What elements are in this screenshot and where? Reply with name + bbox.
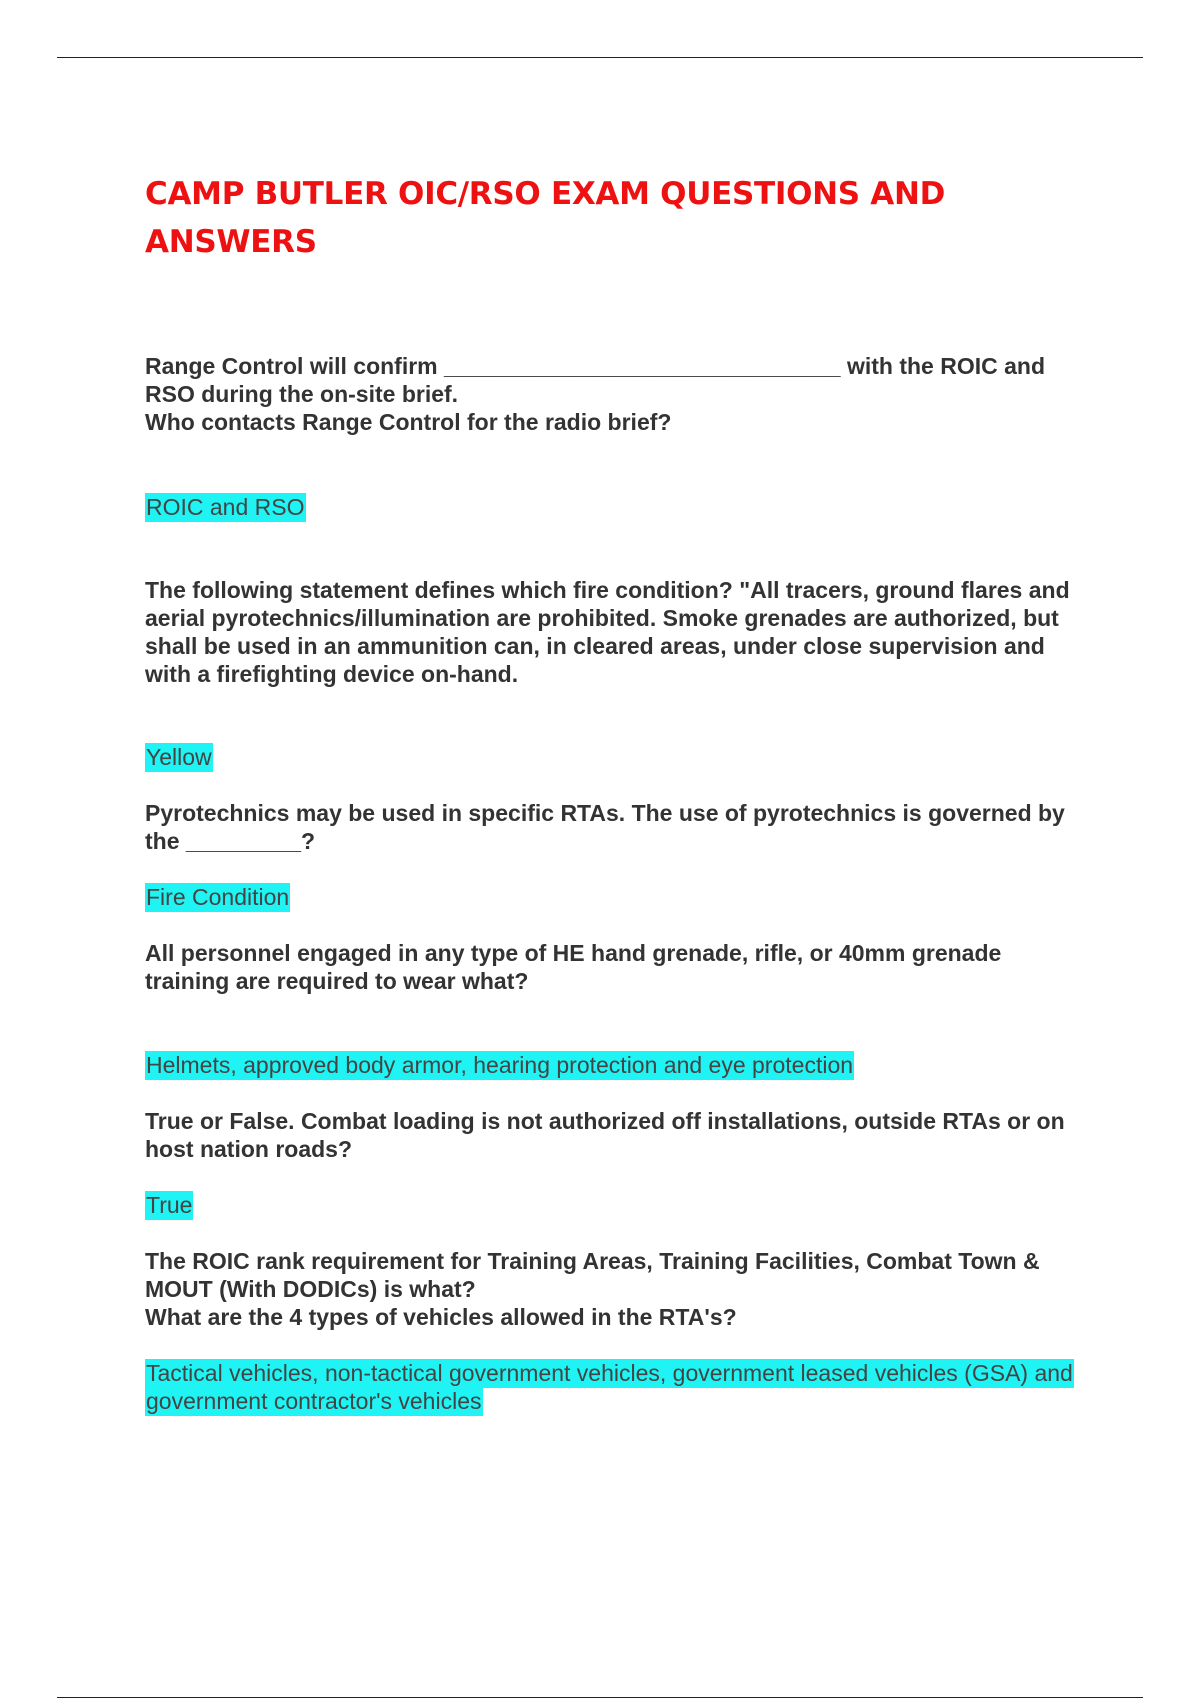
top-rule: [57, 57, 1143, 58]
question-5: True or False. Combat loading is not authorized off installations, outside RTAs or on host nation roads?: [145, 1108, 1065, 1162]
question-4: All personnel engaged in any type of HE hand grenade, rifle, or 40mm grenade training are required to wear what?: [145, 940, 1002, 994]
question-1-line-1: Range Control will confirm _______________________________ with the ROIC and RSO during the on-site brief.: [145, 353, 1045, 407]
qa-item-6: [145, 1247, 1090, 1415]
qa-item-4: [145, 939, 1090, 1079]
question-6-line-1: The ROIC rank requirement for Training Areas, Training Facilities, Combat Town & MOUT (With DODICs) is what?: [145, 1248, 1040, 1302]
answer-3-highlight: Fire Condition: [146, 884, 290, 910]
answer-5: [145, 1191, 1090, 1219]
answer-5-highlight: True: [146, 1192, 193, 1218]
answer-1-highlight: ROIC and RSO: [146, 494, 305, 520]
bottom-rule: [57, 1697, 1143, 1698]
question-6: [145, 1247, 1090, 1331]
answer-3: [145, 883, 1090, 911]
answer-4-highlight: Helmets, approved body armor, hearing protection and eye protection: [146, 1052, 854, 1078]
document-title: CAMP BUTLER OIC/RSO EXAM QUESTIONS AND ANSWERS: [145, 176, 946, 260]
question-3: Pyrotechnics may be used in specific RTAs. The use of pyrotechnics is governed by the _________?: [145, 800, 1065, 854]
answer-6: [145, 1359, 1090, 1415]
answer-2: [145, 743, 1090, 771]
answer-6-highlight: Tactical vehicles, non-tactical government vehicles, government leased vehicles (GSA) and government contractor's vehicles: [146, 1360, 1073, 1414]
question-1-line-2: Who contacts Range Control for the radio brief?: [145, 409, 672, 435]
document-body: [145, 170, 1090, 1415]
answer-1: [145, 493, 1090, 521]
question-1: [145, 352, 1090, 436]
qa-item-2: [145, 576, 1090, 771]
answer-2-highlight: Yellow: [146, 744, 212, 770]
question-2: The following statement defines which fire condition? "All tracers, ground flares and aerial pyrotechnics/illumination are prohibited. Smoke grenades are authorized, but shall be used in an ammunition can, in cleared areas, under close supervision and with a firefighting device on-hand.: [145, 577, 1070, 687]
qa-item-3: [145, 799, 1090, 911]
qa-item-5: [145, 1107, 1090, 1219]
answer-4: [145, 1051, 1090, 1079]
question-6-line-2: What are the 4 types of vehicles allowed in the RTA's?: [145, 1304, 737, 1330]
qa-item-1: [145, 352, 1090, 521]
